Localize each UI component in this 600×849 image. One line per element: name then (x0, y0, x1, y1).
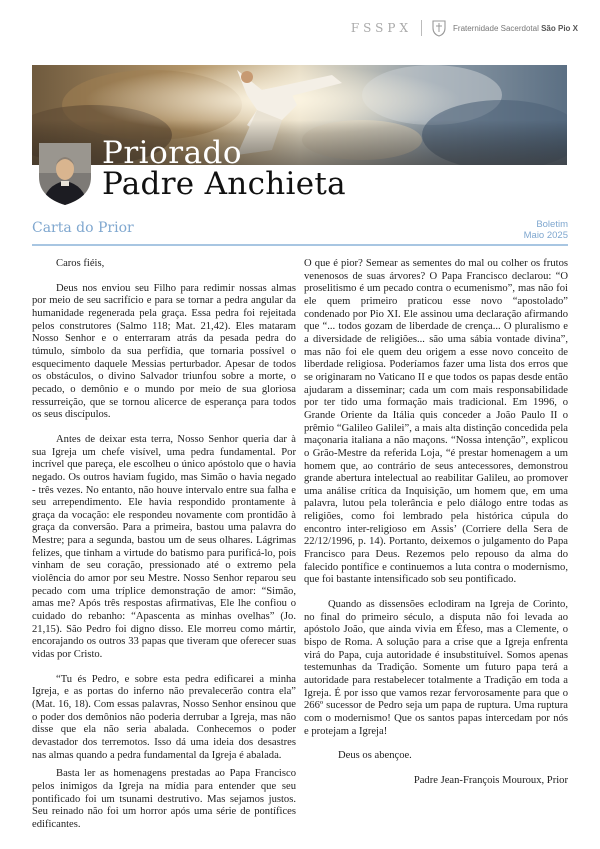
letter-column-right (304, 258, 568, 788)
fraternity-name (453, 24, 578, 33)
bulletin-info (524, 219, 568, 241)
header-bar (351, 16, 578, 40)
letter-paragraph: O que é pior? Semear as sementes do mal ou colher os frutos venenosos de suas árvores? O Papa Francisco declarou: “O proselitismo é um pecado contra o ecumenismo”, mas não foi ele quem primeiro praticou esse novo “apostolado” condenado por Pio XI. Ele assinou uma declaração afirmando que “... todos gozam de liberdade de crença... O pluralismo e a diversidade de religiões... são uma sábia vontade divina”, mas não foi ele quem deu origem a esse novo conceito de liberdade religiosa. Poderíamos fazer uma lista dos erros que se originaram no Vaticano II e que todos os papas desde então ajudaram a disseminar; cada um com mais responsabilidade por ter tido uma formação mais tradicional. Em 1996, o Grande Oriente da Itália quis conceder a João Paulo II o prêmio “Galileo Galilei”, a mais alta distinção concedida pela maçonaria italiana a não maçons. “Nossa intenção”, explicou o Grão-Mestre da referida Loja, “é prestar homenagem a um homem que, ao contrário de seus antecessores, demonstrou grande abertura intelectual ao reabilitar Galileu, ao promover uma análise crítica da Inquisição, um homem que, em uma palavra, lutou pela tolerância e pelo diálogo entre todas as religiões, como foi lembrado pela histórica cúpula do encontro inter-religioso em Assis’ (Corriere della Sera de 22/12/1996, p. 14). Portanto, deixemos o julgamento do Papa Francisco para Deus. Rezemos pelo repouso da alma do falecido pontífice e continuemos a luta contra o modernismo, que foi bastante intensificado sob seu pontificado. (304, 258, 568, 586)
letter-paragraph: Deus nos enviou seu Filho para redimir nossas almas por meio de seu sacrifício e para se tornar a pedra angular da humanidade regenerada pela graça. Essa pedra foi rejeitada pelos construtores (Salmo 118; Mat. 21,42). Eles mataram Nosso Senhor e o enterraram atrás da pesada pedra do túmulo, símbolo da sua perfídia, que tornaria possível o esquecimento daquele Messias perturbador. Apesar de todos os obstáculos, o divino Salvador triunfou sobre a morte, o pecado, o demônio e o mundo por meio de sua gloriosa ressurreição, que se tornou alicerce de esperança para todos os seus discípulos. (32, 282, 296, 421)
bulletin-date: Maio 2025 (523, 230, 568, 241)
letter-greeting: Caros fiéis, (56, 258, 105, 269)
crest-icon (431, 19, 447, 37)
letter-paragraph: Basta ler as homenagens prestadas ao Papa Francisco pelos inimigos da Igreja na mídia para entender que seu pontificado foi um tsunami destrutivo. Mas sejamos justos. Seu reinado não foi um horror após uma série de pontífices edificantes. (32, 768, 296, 830)
letter-closing: Deus os abençoe. (338, 750, 412, 762)
fraternity-prefix: Fraternidade Sacerdotal (453, 23, 539, 33)
fraternity-bold: São Pio X (541, 23, 578, 33)
letter-column-left (32, 258, 296, 832)
priory-title-line2: Padre Anchieta (102, 166, 346, 202)
section-rule (32, 244, 568, 246)
header-divider (421, 20, 422, 36)
letter-paragraph: “Tu és Pedro, e sobre esta pedra edificarei a minha Igreja, e as portas do inferno não prevalecerão contra ela” (Mat. 16, 18). Com essas palavras, Nosso Senhor ensinou que o poder dos demônios não poderia derrubar a Igreja, mas não disse que ela não seria abalada. Conhecemos o poder devastador dos terremotos. Isso dá uma ideia dos desastres nas almas quando a pedra fundamental da Igreja é abalada. (32, 673, 296, 761)
section-label: Carta do Prior (32, 220, 134, 236)
bulletin-label: Boletim (536, 219, 568, 230)
letter-paragraph: Antes de deixar esta terra, Nosso Senhor queria dar à sua Igreja um chefe visível, uma pedra fundamental. Por incrível que pareça, ele escolheu o único apóstolo que o havia negado. Os outros haviam fugido, mas Simão o havia negado - três vezes. No entanto, não houve intervalo entre sua falha e seu arrependimento. Ele havia respondido prontamente à graça da vocação: ele respondeu novamente com prontidão à graça da conversão. Para a primeira, bastou uma palavra do Mestre; para a segunda, bastou um de seus olhares. Lágrimas felizes, que tinham a virtude do batismo para purificá-lo, pois vinham de seu coração, pressionado até o extremo pela violência do amor por seu Mestre. Nosso Senhor reparou seu pecado com uma tríplice demonstração de amor: “Simão, amas me? Após três respostas afirmativas, Ele lhe confiou o cuidado do rebanho: “Apascenta as minhas ovelhas” (Jo. 21,15). São Pedro foi digno disso. Ele morreu como mártir, encorajando os outros 33 papas que tiveram que oferecer suas vidas por Cristo. (32, 433, 296, 661)
letter-paragraph: Quando as dissensões eclodiram na Igreja de Corinto, no final do primeiro século, a disputa não foi levada ao apóstolo João, que ainda vivia em Éfeso, mas a Clemente, o bispo de Roma. A solução para a crise que a Igreja enfrenta virá do Papa, cuja autoridade é insubstituível. Somos apenas testemunhas da Tradição. Somente um futuro papa terá a autoridade para restabelecer totalmente a Tradição em toda a Igreja. É por isso que vamos rezar fervorosamente para que o 266º sucessor de Pedro seja um papa de ruptura. Uma ruptura com o modernismo! Que os santos papas intercedam por nós e protejam a Igreja! (304, 599, 568, 737)
letter-signature: Padre Jean-François Mouroux, Prior (413, 774, 568, 786)
prior-portrait (39, 143, 91, 205)
priory-title-line1: Priorado (102, 135, 243, 171)
fsspx-wordmark: FSSPX (350, 21, 413, 35)
